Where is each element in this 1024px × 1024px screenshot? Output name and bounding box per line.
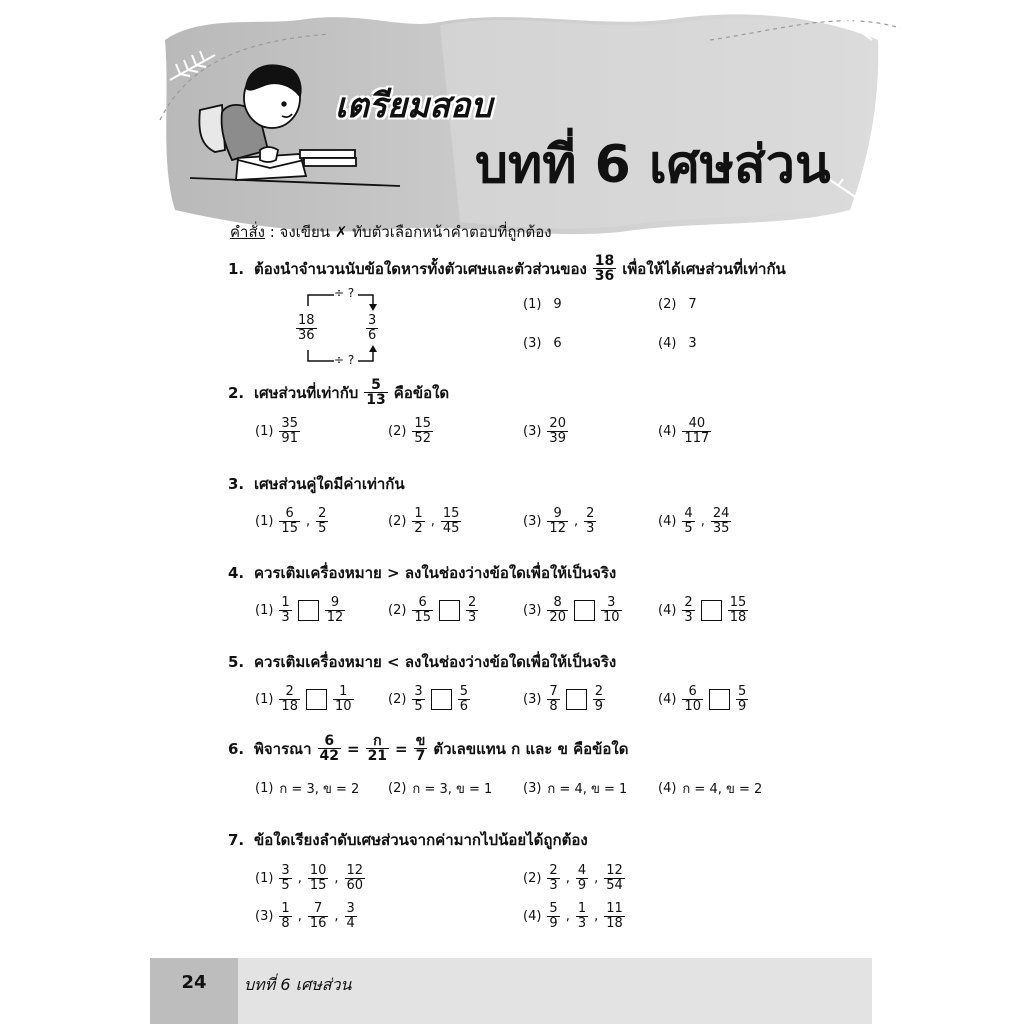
fraction — [547, 596, 568, 625]
separator: , — [297, 870, 302, 886]
page-number: 24 — [181, 972, 207, 993]
option-label: (4) — [658, 691, 677, 707]
instruction-text: : จงเขียน ✗ ทับตัวเลือกหน้าคำตอบที่ถูกต้อง — [264, 223, 552, 241]
denominator: 15 — [281, 520, 298, 536]
denominator: 9 — [577, 877, 587, 893]
fraction — [604, 864, 625, 893]
denominator: 8 — [281, 915, 290, 931]
answer-box[interactable] — [574, 600, 595, 621]
denominator: 15 — [414, 609, 431, 625]
option-label: (2) — [658, 296, 677, 312]
fraction — [728, 596, 749, 625]
question-1 — [228, 254, 786, 283]
denominator: 52 — [414, 430, 431, 446]
numerator: 2 — [318, 505, 327, 521]
denominator: 5 — [318, 520, 327, 536]
option-label: (3) — [523, 335, 542, 351]
fraction — [345, 902, 357, 931]
question-number: 3. — [228, 475, 245, 493]
fraction — [441, 507, 462, 536]
option-label: (1) — [255, 423, 274, 439]
option-label: (3) — [523, 602, 542, 618]
question-2 — [228, 378, 449, 407]
numerator: 1 — [339, 683, 348, 699]
numerator: 1 — [414, 505, 423, 521]
fraction — [412, 685, 424, 714]
fraction — [682, 685, 703, 714]
separator: , — [594, 870, 599, 886]
denominator: 16 — [309, 915, 327, 931]
option-value: 6 — [553, 335, 562, 351]
separator: , — [334, 908, 339, 924]
option-2[interactable] — [523, 860, 625, 896]
fraction-diagram — [296, 284, 396, 374]
numerator: 4 — [577, 862, 587, 878]
equals-sign: = — [346, 739, 360, 758]
fraction — [279, 685, 300, 714]
option-value: ก = 4, ข = 1 — [547, 781, 628, 797]
denominator: 3 — [549, 877, 558, 893]
fraction — [593, 685, 605, 714]
divide-operator-bottom: ÷ ? — [334, 353, 355, 367]
option-label: (3) — [255, 908, 274, 924]
numerator: 40 — [688, 415, 706, 431]
option-4[interactable] — [658, 325, 697, 361]
fraction — [279, 507, 300, 536]
fraction — [736, 685, 748, 714]
denominator: 15 — [309, 877, 327, 893]
option-3[interactable] — [523, 592, 622, 628]
numerator: 12 — [606, 862, 623, 878]
denominator: 3 — [684, 609, 693, 625]
fraction — [682, 417, 711, 446]
footer-chapter-title: บทที่ 6 เศษส่วน — [244, 975, 352, 994]
numerator: ก — [373, 733, 382, 749]
option-2[interactable] — [388, 770, 492, 806]
numerator: 2 — [594, 683, 603, 699]
option-3[interactable] — [523, 681, 605, 717]
separator: , — [573, 513, 579, 529]
denominator: 9 — [737, 698, 747, 714]
question-text: เศษส่วนคู่ใดมีค่าเท่ากัน — [254, 475, 405, 493]
question-5 — [228, 650, 616, 674]
numerator: 2 — [467, 594, 477, 610]
answer-box[interactable] — [431, 689, 452, 710]
denominator: 3 — [586, 520, 595, 536]
fraction — [414, 734, 428, 763]
option-3[interactable] — [255, 898, 357, 934]
option-label: (4) — [658, 780, 677, 796]
fraction — [547, 507, 568, 536]
numerator: 8 — [553, 594, 562, 610]
numerator: 12 — [346, 862, 364, 878]
question-text: ควรเติมเครื่องหมาย > ลงในช่องว่างข้อใดเพื่อให้เป็นจริง — [254, 564, 617, 582]
question-text: ควรเติมเครื่องหมาย < ลงในช่องว่างข้อใดเพื่อให้เป็นจริง — [254, 653, 617, 671]
numerator: 5 — [371, 377, 381, 393]
numerator: 2 — [586, 505, 595, 521]
divide-operator-top: ÷ ? — [334, 286, 355, 300]
denominator: 6 — [459, 698, 468, 714]
option-4[interactable] — [658, 503, 731, 539]
option-label: (4) — [658, 423, 677, 439]
option-label: (2) — [523, 870, 542, 886]
denominator: 12 — [326, 609, 344, 625]
question-text: เศษส่วนที่เท่ากับ — [254, 383, 359, 402]
question-number: 1. — [228, 259, 245, 278]
fraction — [345, 864, 366, 893]
numerator: 9 — [330, 594, 340, 610]
numerator: 1 — [281, 594, 290, 610]
option-label: (3) — [523, 513, 542, 529]
numerator: 6 — [285, 505, 294, 521]
numerator: 5 — [549, 900, 558, 916]
fraction — [604, 902, 625, 931]
option-value: 7 — [688, 296, 697, 312]
fraction — [547, 417, 568, 446]
fraction — [682, 596, 694, 625]
question-number: 7. — [228, 831, 245, 849]
fraction — [593, 254, 616, 283]
option-4[interactable] — [658, 413, 711, 449]
numerator: 6 — [418, 594, 427, 610]
fraction — [412, 596, 433, 625]
fraction — [547, 902, 559, 931]
fraction — [308, 902, 329, 931]
numerator: 2 — [684, 594, 693, 610]
numerator: 2 — [285, 683, 294, 699]
numerator: 18 — [298, 313, 315, 328]
question-text: พิจารณา — [254, 739, 312, 758]
denominator: 4 — [346, 915, 355, 931]
denominator: 42 — [319, 748, 339, 764]
numerator: 10 — [309, 862, 327, 878]
fraction — [366, 314, 378, 343]
option-4[interactable] — [658, 681, 748, 717]
option-4[interactable] — [658, 592, 748, 628]
numerator: 3 — [414, 683, 423, 699]
option-label: (3) — [523, 423, 542, 439]
option-2[interactable] — [388, 503, 461, 539]
numerator: 6 — [688, 683, 697, 699]
question-number: 5. — [228, 653, 245, 671]
options-row — [523, 325, 823, 361]
answer-box[interactable] — [701, 600, 722, 621]
options-row — [255, 770, 855, 806]
separator: , — [430, 513, 435, 529]
denominator: 3 — [467, 609, 477, 625]
fraction — [576, 902, 588, 931]
fraction — [296, 314, 317, 343]
options-row — [255, 503, 855, 539]
denominator: 5 — [684, 520, 693, 536]
denominator: 7 — [415, 748, 426, 764]
option-3[interactable] — [523, 325, 562, 361]
fraction — [547, 685, 559, 714]
fraction — [682, 507, 694, 536]
separator: , — [297, 908, 302, 924]
option-1[interactable] — [255, 503, 328, 539]
denominator: 10 — [334, 698, 352, 714]
option-3[interactable] — [523, 413, 568, 449]
numerator: 5 — [459, 683, 468, 699]
option-2[interactable] — [658, 286, 697, 322]
option-value: ก = 4, ข = 2 — [682, 781, 763, 797]
denominator: 5 — [414, 698, 423, 714]
numerator: 3 — [281, 862, 290, 878]
denominator: 6 — [368, 328, 377, 343]
option-label: (1) — [255, 870, 274, 886]
option-2[interactable] — [388, 413, 433, 449]
option-1[interactable] — [255, 860, 365, 896]
denominator: 60 — [346, 877, 364, 893]
denominator: 2 — [414, 520, 423, 536]
option-label: (2) — [388, 691, 407, 707]
option-value: 9 — [553, 296, 562, 312]
denominator: 20 — [549, 609, 566, 625]
question-text: ต้องนำจำนวนนับข้อใดหารทั้งตัวเศษและตัวส่วนของ — [254, 259, 587, 278]
instruction-label: คำสั่ง — [230, 223, 265, 241]
numerator: 18 — [594, 253, 615, 269]
numerator: 9 — [553, 505, 562, 521]
question-4 — [228, 561, 616, 585]
option-label: (4) — [658, 602, 677, 618]
numerator: 3 — [368, 313, 377, 328]
numerator: 5 — [737, 683, 747, 699]
option-label: (3) — [523, 780, 542, 796]
fraction — [601, 596, 622, 625]
question-number: 6. — [228, 739, 245, 758]
denominator: 18 — [606, 915, 623, 931]
option-label: (2) — [388, 602, 407, 618]
question-text: คือข้อใด — [393, 383, 450, 402]
denominator: 12 — [549, 520, 566, 536]
denominator: 117 — [684, 430, 710, 446]
option-3[interactable] — [523, 770, 627, 806]
denominator: 45 — [442, 520, 460, 536]
separator: , — [565, 908, 570, 924]
instruction — [230, 220, 552, 244]
numerator: ข — [415, 733, 426, 749]
denominator: 36 — [298, 328, 315, 343]
option-value: 3 — [688, 335, 697, 351]
numerator: 1 — [281, 900, 290, 916]
options-row — [255, 681, 855, 717]
denominator: 36 — [594, 268, 615, 284]
fraction — [711, 507, 732, 536]
question-number: 4. — [228, 564, 245, 582]
options-row — [523, 286, 823, 322]
option-label: (2) — [388, 513, 407, 529]
fraction — [279, 864, 291, 893]
separator: , — [594, 908, 599, 924]
fraction — [279, 596, 291, 625]
numerator: 2 — [549, 862, 558, 878]
denominator: 39 — [549, 430, 566, 446]
options-row — [255, 898, 855, 934]
denominator: 18 — [729, 609, 747, 625]
option-label: (4) — [658, 513, 677, 529]
options-row — [255, 860, 855, 896]
fraction — [325, 596, 346, 625]
numerator: 24 — [712, 505, 730, 521]
question-text: ข้อใดเรียงลำดับเศษส่วนจากค่ามากไปน้อยได้ถูกต้อง — [254, 831, 588, 849]
equals-sign: = — [395, 739, 408, 758]
fraction — [279, 417, 300, 446]
option-label: (4) — [658, 335, 677, 351]
option-1[interactable] — [255, 413, 300, 449]
denominator: 54 — [606, 877, 623, 893]
question-number: 2. — [228, 383, 245, 402]
denominator: 13 — [366, 392, 386, 408]
answer-box[interactable] — [439, 600, 460, 621]
fraction — [458, 685, 470, 714]
fraction — [366, 734, 389, 763]
numerator: 11 — [606, 900, 623, 916]
fraction — [364, 378, 387, 407]
denominator: 8 — [549, 698, 558, 714]
numerator: 20 — [549, 415, 566, 431]
page-footer — [150, 958, 872, 1024]
option-label: (1) — [255, 602, 274, 618]
option-1[interactable] — [255, 592, 345, 628]
denominator: 91 — [281, 430, 298, 446]
numerator: 35 — [281, 415, 298, 431]
fraction — [584, 507, 596, 536]
fraction — [547, 864, 559, 893]
numerator: 1 — [577, 900, 587, 916]
fraction — [308, 864, 329, 893]
numerator: 15 — [414, 415, 431, 431]
separator: , — [334, 870, 339, 886]
denominator: 10 — [684, 698, 701, 714]
denominator: 5 — [281, 877, 290, 893]
numerator: 3 — [607, 594, 616, 610]
fraction — [316, 507, 328, 536]
fraction — [279, 902, 291, 931]
answer-box[interactable] — [298, 600, 319, 621]
option-4[interactable] — [523, 898, 625, 934]
answer-box[interactable] — [306, 689, 327, 710]
fraction — [412, 417, 433, 446]
option-2[interactable] — [388, 592, 478, 628]
fraction — [466, 596, 478, 625]
options-row — [255, 413, 855, 449]
option-3[interactable] — [523, 503, 596, 539]
numerator: 7 — [313, 900, 323, 916]
question-text: ตัวเลขแทน ก และ ข คือข้อใด — [433, 739, 629, 758]
option-label: (1) — [523, 296, 542, 312]
answer-box[interactable] — [709, 689, 730, 710]
options-row — [255, 592, 855, 628]
option-2[interactable] — [388, 681, 470, 717]
separator: , — [565, 870, 570, 886]
page-title: บทที่ 6 เศษส่วน — [475, 135, 831, 195]
denominator: 9 — [549, 915, 558, 931]
denominator: 10 — [602, 609, 620, 625]
denominator: 35 — [712, 520, 730, 536]
banner-subtitle: เตรียมสอบ — [335, 86, 493, 126]
denominator: 3 — [281, 609, 290, 625]
numerator: 6 — [324, 733, 335, 749]
answer-box[interactable] — [566, 689, 587, 710]
fraction — [412, 507, 424, 536]
option-4[interactable] — [658, 770, 762, 806]
fraction — [576, 864, 588, 893]
option-value: ก = 3, ข = 1 — [412, 781, 493, 797]
denominator: 3 — [577, 915, 587, 931]
option-1[interactable] — [523, 286, 562, 322]
numerator: 7 — [549, 683, 558, 699]
option-label: (2) — [388, 780, 407, 796]
option-label: (1) — [255, 691, 274, 707]
fraction — [333, 685, 354, 714]
option-label: (3) — [523, 691, 542, 707]
option-value: ก = 3, ข = 2 — [279, 781, 360, 797]
question-7 — [228, 828, 588, 852]
separator: , — [700, 513, 705, 529]
option-label: (2) — [388, 423, 407, 439]
option-1[interactable] — [255, 770, 359, 806]
denominator: 18 — [281, 698, 298, 714]
option-label: (1) — [255, 780, 274, 796]
option-label: (4) — [523, 908, 542, 924]
numerator: 15 — [442, 505, 460, 521]
numerator: 15 — [729, 594, 747, 610]
question-6 — [228, 734, 628, 763]
option-1[interactable] — [255, 681, 354, 717]
numerator: 3 — [346, 900, 355, 916]
fraction — [318, 734, 341, 763]
question-text: เพื่อให้ได้เศษส่วนที่เท่ากัน — [622, 259, 786, 278]
denominator: 21 — [367, 748, 388, 764]
option-label: (1) — [255, 513, 274, 529]
separator: , — [305, 513, 311, 529]
numerator: 4 — [684, 505, 693, 521]
question-3 — [228, 472, 405, 496]
denominator: 9 — [594, 698, 603, 714]
